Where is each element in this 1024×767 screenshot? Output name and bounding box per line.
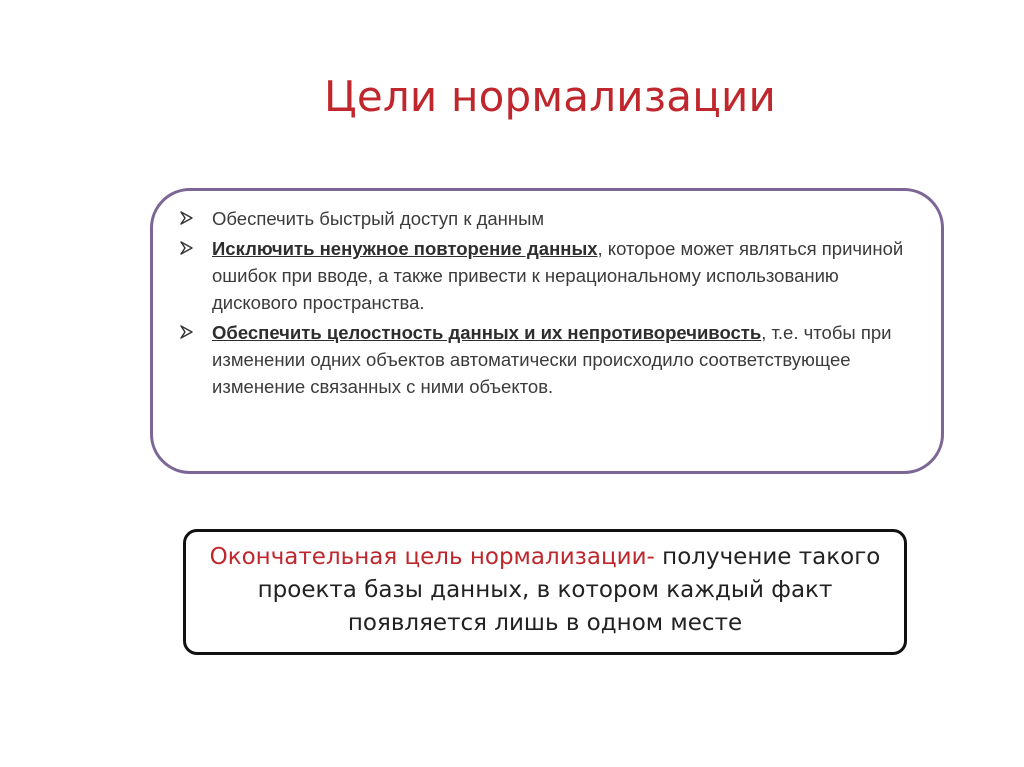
goal-emphasis: Исключить ненужное повторение данных	[212, 238, 598, 259]
final-goal-body: получение такого проекта базы данных, в котором каждый факт появляется лишь в одном месте	[257, 544, 881, 636]
goals-list	[178, 205, 918, 403]
goal-text: , т.е. чтобы при изменении одних объектов автоматически происходило соответствующее изменение связанных с ними объектов.	[212, 322, 892, 397]
goal-text: Обеспечить быстрый доступ к данным	[212, 208, 545, 229]
goal-text: , которое может являться причиной ошибок при вводе, а также привести к нерациональному использованию дискового пространства.	[212, 238, 904, 313]
arrow-bullet-icon	[180, 325, 194, 339]
list-item	[178, 205, 918, 232]
arrow-bullet-icon	[180, 241, 194, 255]
final-goal-accent: Окончательная цель нормализации-	[209, 544, 655, 570]
list-item	[178, 319, 918, 400]
slide-title: Цели нормализации	[324, 72, 776, 121]
list-item	[178, 235, 918, 316]
arrow-bullet-icon	[180, 211, 194, 225]
goal-emphasis: Обеспечить целостность данных и их непротиворечивость	[212, 322, 762, 343]
final-goal-text	[198, 541, 892, 640]
